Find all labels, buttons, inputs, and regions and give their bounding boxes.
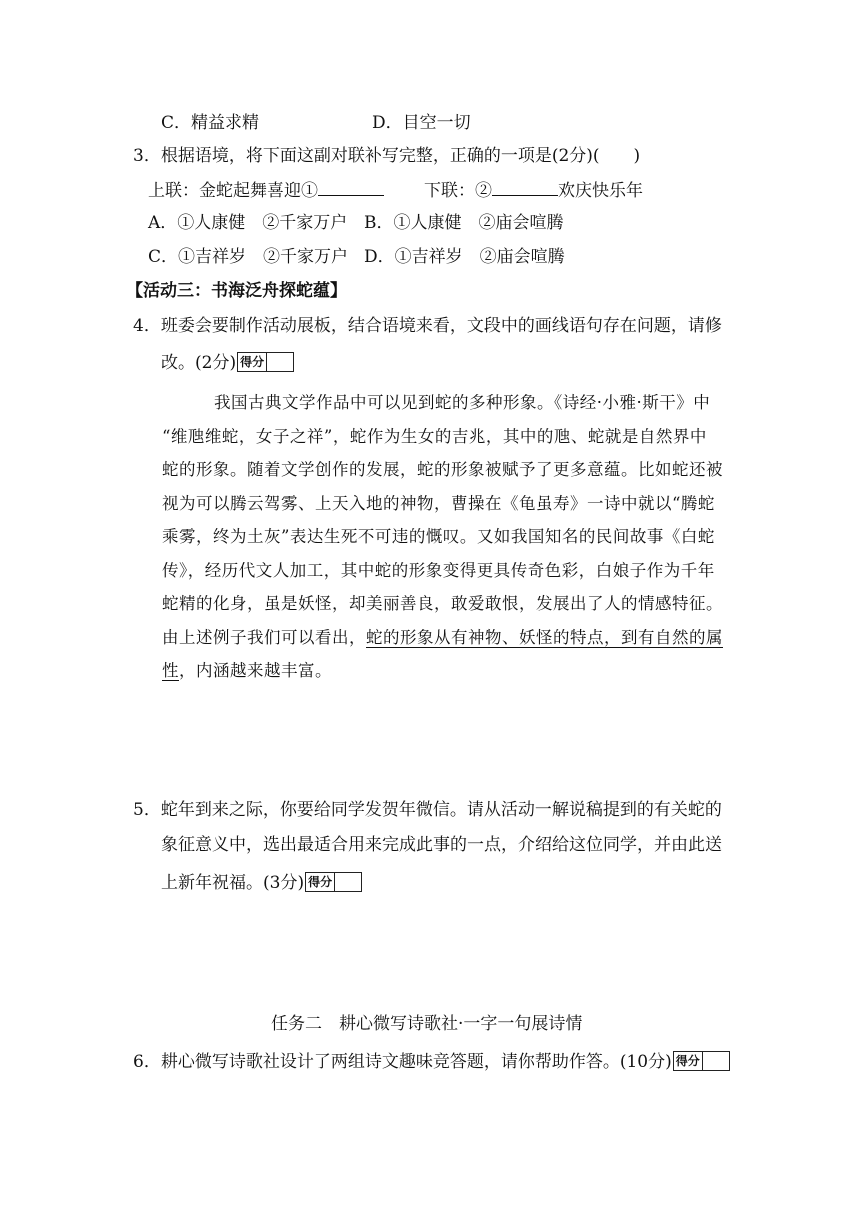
q3-option-a: A．①人康健 ②千家万户 [148, 213, 348, 233]
q6-stem [133, 1051, 730, 1073]
score-blank[interactable] [703, 1052, 729, 1070]
q5-line3 [161, 872, 362, 894]
q3-blank-2 [492, 179, 558, 196]
passage-row: 视为可以腾云驾雾、上天入地的神物，曹操在《龟虽寿》一诗中就以“腾蛇 [162, 493, 715, 513]
reading-passage [162, 386, 723, 688]
q3-lower-couplet-prefix: 下联：② [424, 181, 492, 201]
score-blank[interactable] [335, 873, 361, 891]
passage-row: 我国古典文学作品中可以见到蛇的多种形象。《诗经·小雅·斯干》中 [214, 393, 711, 412]
q4-stem-line2-text: 改。(2分) [161, 353, 237, 373]
score-blank[interactable] [267, 353, 293, 371]
q4-stem-line2 [161, 352, 294, 374]
q3-stem: 3．根据语境，将下面这副对联补写完整，正确的一项是(2分)( ) [133, 146, 641, 166]
passage-row: 蛇精的化身，虽是妖怪，却美丽善良，敢爱敢恨，发展出了人的情感特征。 [162, 594, 723, 613]
score-label: 得分 [238, 353, 267, 371]
activity3-title: 【活动三：书海泛舟探蛇蕴】 [126, 281, 347, 301]
passage-row [162, 654, 723, 688]
q2-option-d: D．目空一切 [372, 113, 471, 133]
underlined-sentence-end: 性 [162, 661, 179, 680]
passage-row: 蛇的形象。随着文学创作的发展，蛇的形象被赋予了更多意蕴。比如蛇还被 [162, 460, 723, 479]
q5-line1: 5．蛇年到来之际，你要给同学发贺年微信。请从活动一解说稿提到的有关蛇的 [133, 800, 722, 820]
q4-stem-line1: 4．班委会要制作活动展板，结合语境来看，文段中的画线语句存在问题，请修 [133, 316, 722, 336]
passage-row: 传》，经历代文人加工，其中蛇的形象变得更具传奇色彩，白娘子作为千年 [162, 560, 715, 580]
q3-upper-couplet: 上联：金蛇起舞喜迎① [148, 181, 318, 201]
passage-row [162, 621, 723, 655]
score-label: 得分 [674, 1052, 703, 1070]
passage-plain-text: ，内涵越来越丰富。 [179, 661, 332, 680]
passage-row: “维虺维蛇，女子之祥”，蛇作为生女的吉兆，其中的虺、蛇就是自然界中 [162, 426, 707, 446]
q3-couplet [148, 179, 643, 202]
passage-row: 乘雾，终为土灰”表达生死不可违的慨叹。又如我国知名的民间故事《白蛇 [162, 527, 715, 546]
q3-option-d: D．①吉祥岁 ②庙会喧腾 [364, 247, 565, 267]
q3-option-b: B．①人康健 ②庙会喧腾 [364, 213, 564, 233]
q2-option-c: C．精益求精 [161, 113, 260, 133]
q5-line2: 象征意义中，选出最适合用来完成此事的一点，介绍给这位同学，并由此送 [161, 835, 722, 855]
q3-blank-1 [318, 179, 384, 196]
score-label: 得分 [306, 873, 335, 891]
q5-line3-text: 上新年祝福。(3分) [161, 873, 305, 893]
q3-option-c: C．①吉祥岁 ②千家万户 [148, 247, 349, 267]
passage-plain-text: 由上述例子我们可以看出， [162, 627, 366, 647]
q4-score-box[interactable] [237, 352, 294, 372]
q6-stem-text: 6．耕心微写诗歌社设计了两组诗文趣味竞答题，请你帮助作答。(10分) [133, 1052, 672, 1072]
task2-title: 任务二 耕心微写诗歌社·一字一句展诗情 [271, 1014, 583, 1034]
q3-lower-couplet-suffix: 欢庆快乐年 [558, 181, 643, 201]
underlined-sentence: 蛇的形象从有神物、妖怪的特点，到有自然的属 [366, 627, 723, 647]
q5-score-box[interactable] [305, 872, 362, 892]
q6-score-box[interactable] [673, 1051, 730, 1071]
